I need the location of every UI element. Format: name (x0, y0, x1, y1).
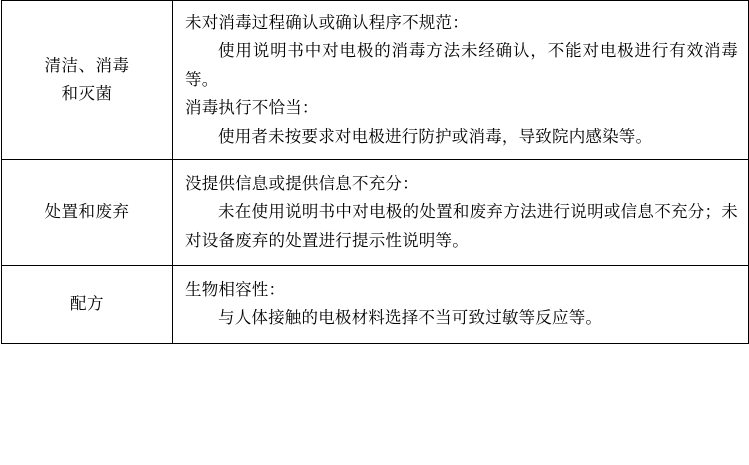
row-label-line1: 处置和废弃 (44, 202, 130, 222)
row-label-text (2, 194, 172, 230)
row-content-cell (173, 1, 749, 160)
row-label-line1: 清洁、消毒 (44, 55, 130, 75)
paragraph: 未对消毒过程确认或确认程序不规范： (185, 13, 469, 32)
row-content-cell (173, 159, 749, 265)
row-label-cell (2, 266, 173, 344)
paragraph: 生物相容性： (185, 280, 286, 299)
table-row (2, 159, 749, 265)
paragraph: 没提供信息或提供信息不充分： (185, 173, 419, 193)
row-label-line2: 和灭菌 (61, 83, 113, 103)
row-content-text (173, 1, 748, 159)
row-content-cell (173, 266, 749, 344)
table-row (2, 1, 749, 160)
row-label-line1: 配方 (70, 294, 104, 314)
paragraph: 与人体接触的电极材料选择不当可致过敏等反应等。 (218, 308, 603, 328)
table-row (2, 266, 749, 344)
paragraph: 使用说明书中对电极的消毒方法未经确认，不能对电极进行有效消毒等。 (185, 41, 738, 89)
row-label-cell (2, 1, 173, 160)
row-label-text (2, 286, 172, 322)
table-body (2, 1, 749, 344)
risk-factor-table (1, 0, 749, 344)
row-label-cell (2, 159, 173, 265)
paragraph: 消毒执行不恰当： (185, 98, 319, 118)
row-content-text (173, 266, 748, 343)
paragraph: 使用者未按要求对电极进行防护或消毒，导致院内感染等。 (218, 126, 653, 146)
row-content-text (173, 160, 748, 265)
row-label-text (2, 48, 172, 112)
paragraph: 未在使用说明书中对电极的处置和废弃方法进行说明或信息不充分；未对设备废弃的处置进行提示性说明等。 (185, 202, 738, 250)
